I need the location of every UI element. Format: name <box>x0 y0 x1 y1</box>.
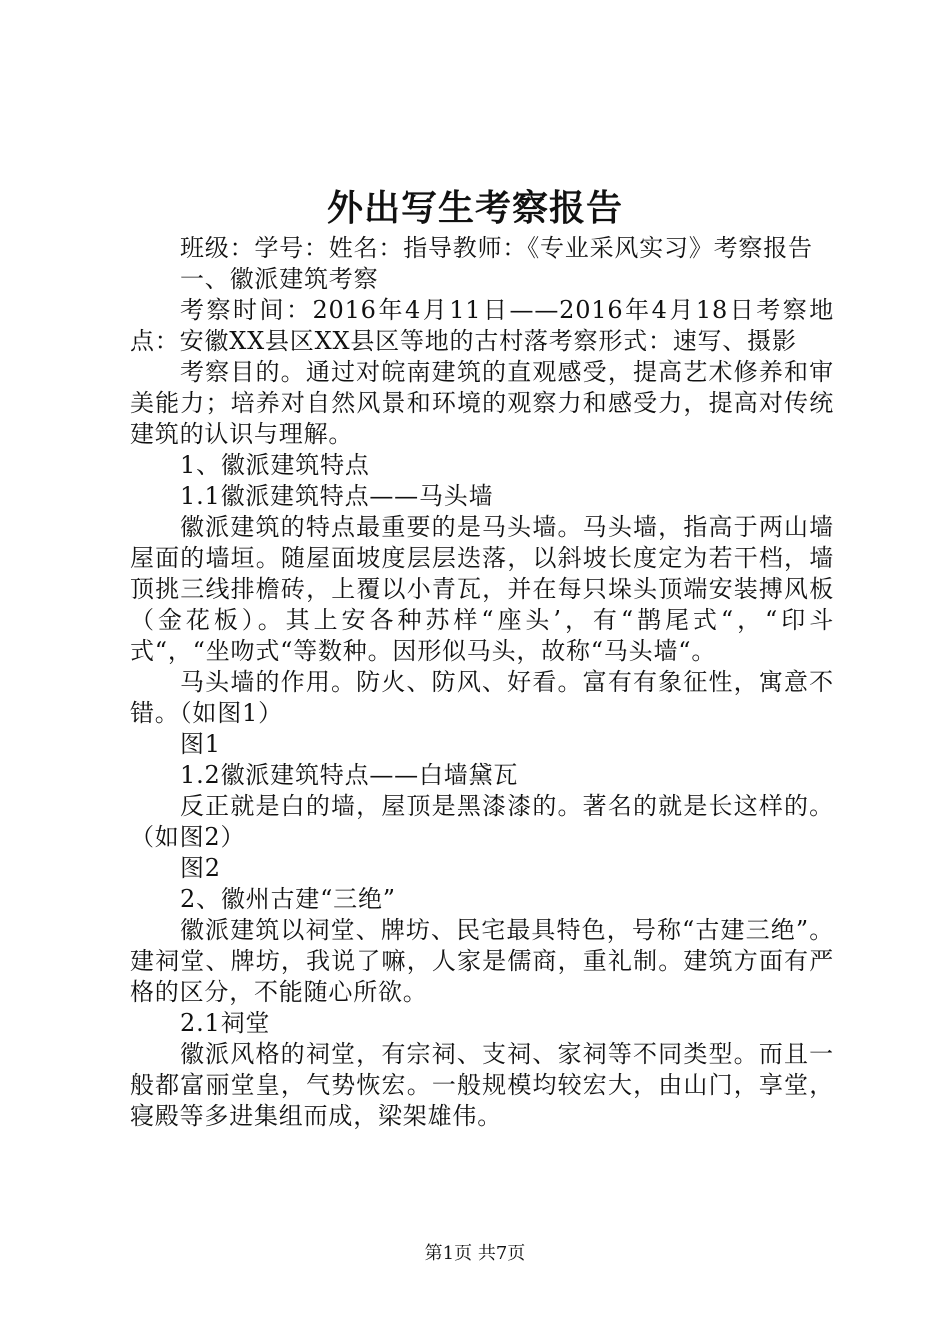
page-footer: 第1页 共7页 <box>424 1243 526 1264</box>
subheading-ancestral-hall: 2.1祠堂 <box>180 1009 271 1037</box>
paragraph-ancestral-hall: 徽派风格的祠堂，有宗祠、支祠、家祠等不同类型。而且一般都富丽堂皇，气势恢宏。一般规模均较宏大，由山门，享堂，寝殿等多进集组而成，梁架雄伟。 <box>130 1040 834 1130</box>
subheading-features: 1、徽派建筑特点 <box>180 451 370 479</box>
paragraph-horse-head-wall: 徽派建筑的特点最重要的是马头墙。马头墙，指高于两山墙屋面的墙垣。随屋面坡度层层迭落，以斜坡长度定为若干档，墙顶挑三线排檐砖，上覆以小青瓦，并在每只垛头顶端安装搏风板（金花板）。其上安各种苏样“座头’，有“鹊尾式“，“印斗式“，“坐吻式“等数种。因形似马头，故称“马头墙“。 <box>130 513 834 665</box>
paragraph-header-info: 班级：学号：姓名：指导教师：《专业采风实习》考察报告 <box>180 234 813 262</box>
subheading-horse-head-wall: 1.1徽派建筑特点——马头墙 <box>180 482 494 510</box>
figure-caption-2: 图2 <box>180 854 221 882</box>
section-heading-1: 一、徽派建筑考察 <box>180 265 379 293</box>
paragraph-wall-function: 马头墙的作用。防火、防风、好看。富有有象征性，寓意不错。（如图1） <box>130 668 834 727</box>
paragraph-time-place: 考察时间：2016年4月11日——2016年4月18日考察地点：安徽XX县区XX县区等地的古村落考察形式：速写、摄影 <box>130 296 834 355</box>
figure-caption-1: 图1 <box>180 730 221 758</box>
document-title: 外出写生考察报告 <box>326 187 623 229</box>
subheading-three-wonders: 2、徽州古建“三绝” <box>180 885 396 913</box>
subheading-white-wall: 1.2徽派建筑特点——白墙黛瓦 <box>180 761 519 789</box>
document-body <box>130 233 834 1132</box>
paragraph-purpose: 考察目的。通过对皖南建筑的直观感受，提高艺术修养和审美能力；培养对自然风景和环境的观察力和感受力，提高对传统建筑的认识与理解。 <box>130 358 834 448</box>
paragraph-three-wonders: 徽派建筑以祠堂、牌坊、民宅最具特色，号称“古建三绝”。建祠堂、牌坊，我说了嘛，人家是儒商，重礼制。建筑方面有严格的区分，不能随心所欲。 <box>130 916 834 1006</box>
paragraph-white-wall: 反正就是白的墙，屋顶是黑漆漆的。著名的就是长这样的。（如图2） <box>130 792 834 851</box>
